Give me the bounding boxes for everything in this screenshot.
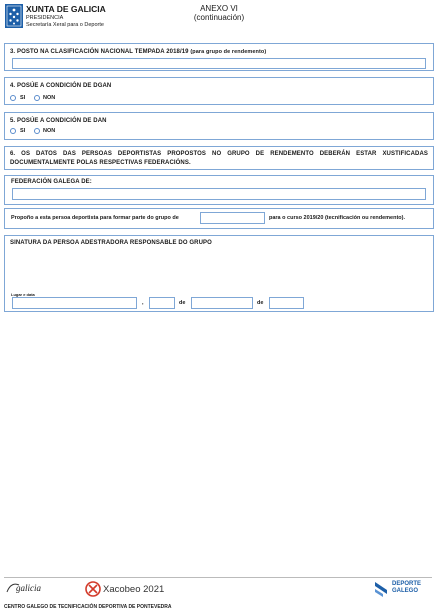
section-3-title [10, 49, 266, 55]
comma-sep: , [142, 300, 144, 306]
signature-title: SINATURA DA PERSOA ADESTRADORA RESPONSABLE DO GRUPO [10, 240, 212, 246]
de-sep-1: de [179, 300, 186, 306]
dan-no-radio[interactable] [34, 128, 40, 134]
xunta-logo [5, 4, 23, 28]
federation-box [4, 175, 434, 205]
dgan-yes-radio[interactable] [10, 95, 16, 101]
section-4-box [4, 77, 434, 105]
deporte-text-1: DEPORTE [392, 581, 422, 587]
deporte-text-2: GALEGO [392, 588, 419, 594]
footer-divider [4, 577, 432, 578]
galicia-text: galicia [16, 583, 41, 593]
annex-title: ANEXO VI [200, 4, 238, 13]
proposal-after-text: para o curso 2019/20 (tecnificación ou rendemento). [269, 215, 406, 221]
month-input[interactable] [191, 297, 253, 309]
place-date-label: Lugar e data [11, 292, 35, 297]
section-6-box [4, 146, 434, 170]
section-3-note: (para grupo de rendemento) [190, 49, 267, 55]
dgan-yes-label: SI [20, 95, 26, 101]
year-input[interactable] [269, 297, 304, 309]
footer-centre-name: CENTRO GALEGO DE TECNIFICACIÓN DEPORTIVA DE PONTEVEDRA [4, 604, 172, 610]
section-5-title: 5. POSÚE A CONDICIÓN DE DAN [10, 118, 107, 124]
annex-subtitle: (continuación) [193, 13, 245, 22]
org-name: XUNTA DE GALICIA [26, 4, 106, 14]
signature-box [4, 235, 434, 312]
place-input[interactable] [12, 297, 137, 309]
section-6-text: 6. OS DATOS DAS PERSOAS DEPORTISTAS PROPOSTOS NO GRUPO DE RENDEMENTO DEBERÁN ESTAR XUSTIFICADAS DOCUMENTALMENTE POLAS RESPECTIVAS FEDERACIÓNS. [10, 151, 428, 166]
dgan-no-radio[interactable] [34, 95, 40, 101]
proposal-box [4, 208, 434, 229]
dan-yes-label: SI [20, 128, 26, 134]
xacobeo-shell-icon [85, 581, 101, 597]
section-5-box [4, 112, 434, 140]
section-4-title: 4. POSÚE A CONDICIÓN DE DGAN [10, 83, 112, 89]
dgan-no-label: NON [43, 95, 56, 101]
section-3-box [4, 43, 434, 71]
group-input[interactable] [200, 212, 265, 224]
org-sub: Secretaría Xeral para o Deporte [26, 22, 104, 28]
org-dept: PRESIDENCIA [26, 15, 64, 21]
section-3-title-text: 3. POSTO NA CLASIFICACIÓN NACIONAL TEMPADA 2018/19 [10, 49, 189, 55]
de-sep-2: de [257, 300, 264, 306]
federation-label: FEDERACIÓN GALEGA DE: [11, 179, 92, 185]
proposal-before-text: Propoño a esta persoa deportista para formar parte do grupo de [11, 215, 179, 221]
xacobeo-logo [85, 581, 175, 597]
day-input[interactable] [149, 297, 175, 309]
federation-input[interactable] [12, 188, 426, 200]
dan-no-label: NON [43, 128, 56, 134]
deporte-galego-mark-icon [373, 580, 389, 598]
xacobeo-text: Xacobeo 2021 [103, 584, 165, 595]
deporte-galego-logo [373, 580, 428, 600]
dan-yes-radio[interactable] [10, 128, 16, 134]
xunta-shield-icon [5, 4, 23, 28]
national-ranking-input[interactable] [12, 58, 426, 69]
